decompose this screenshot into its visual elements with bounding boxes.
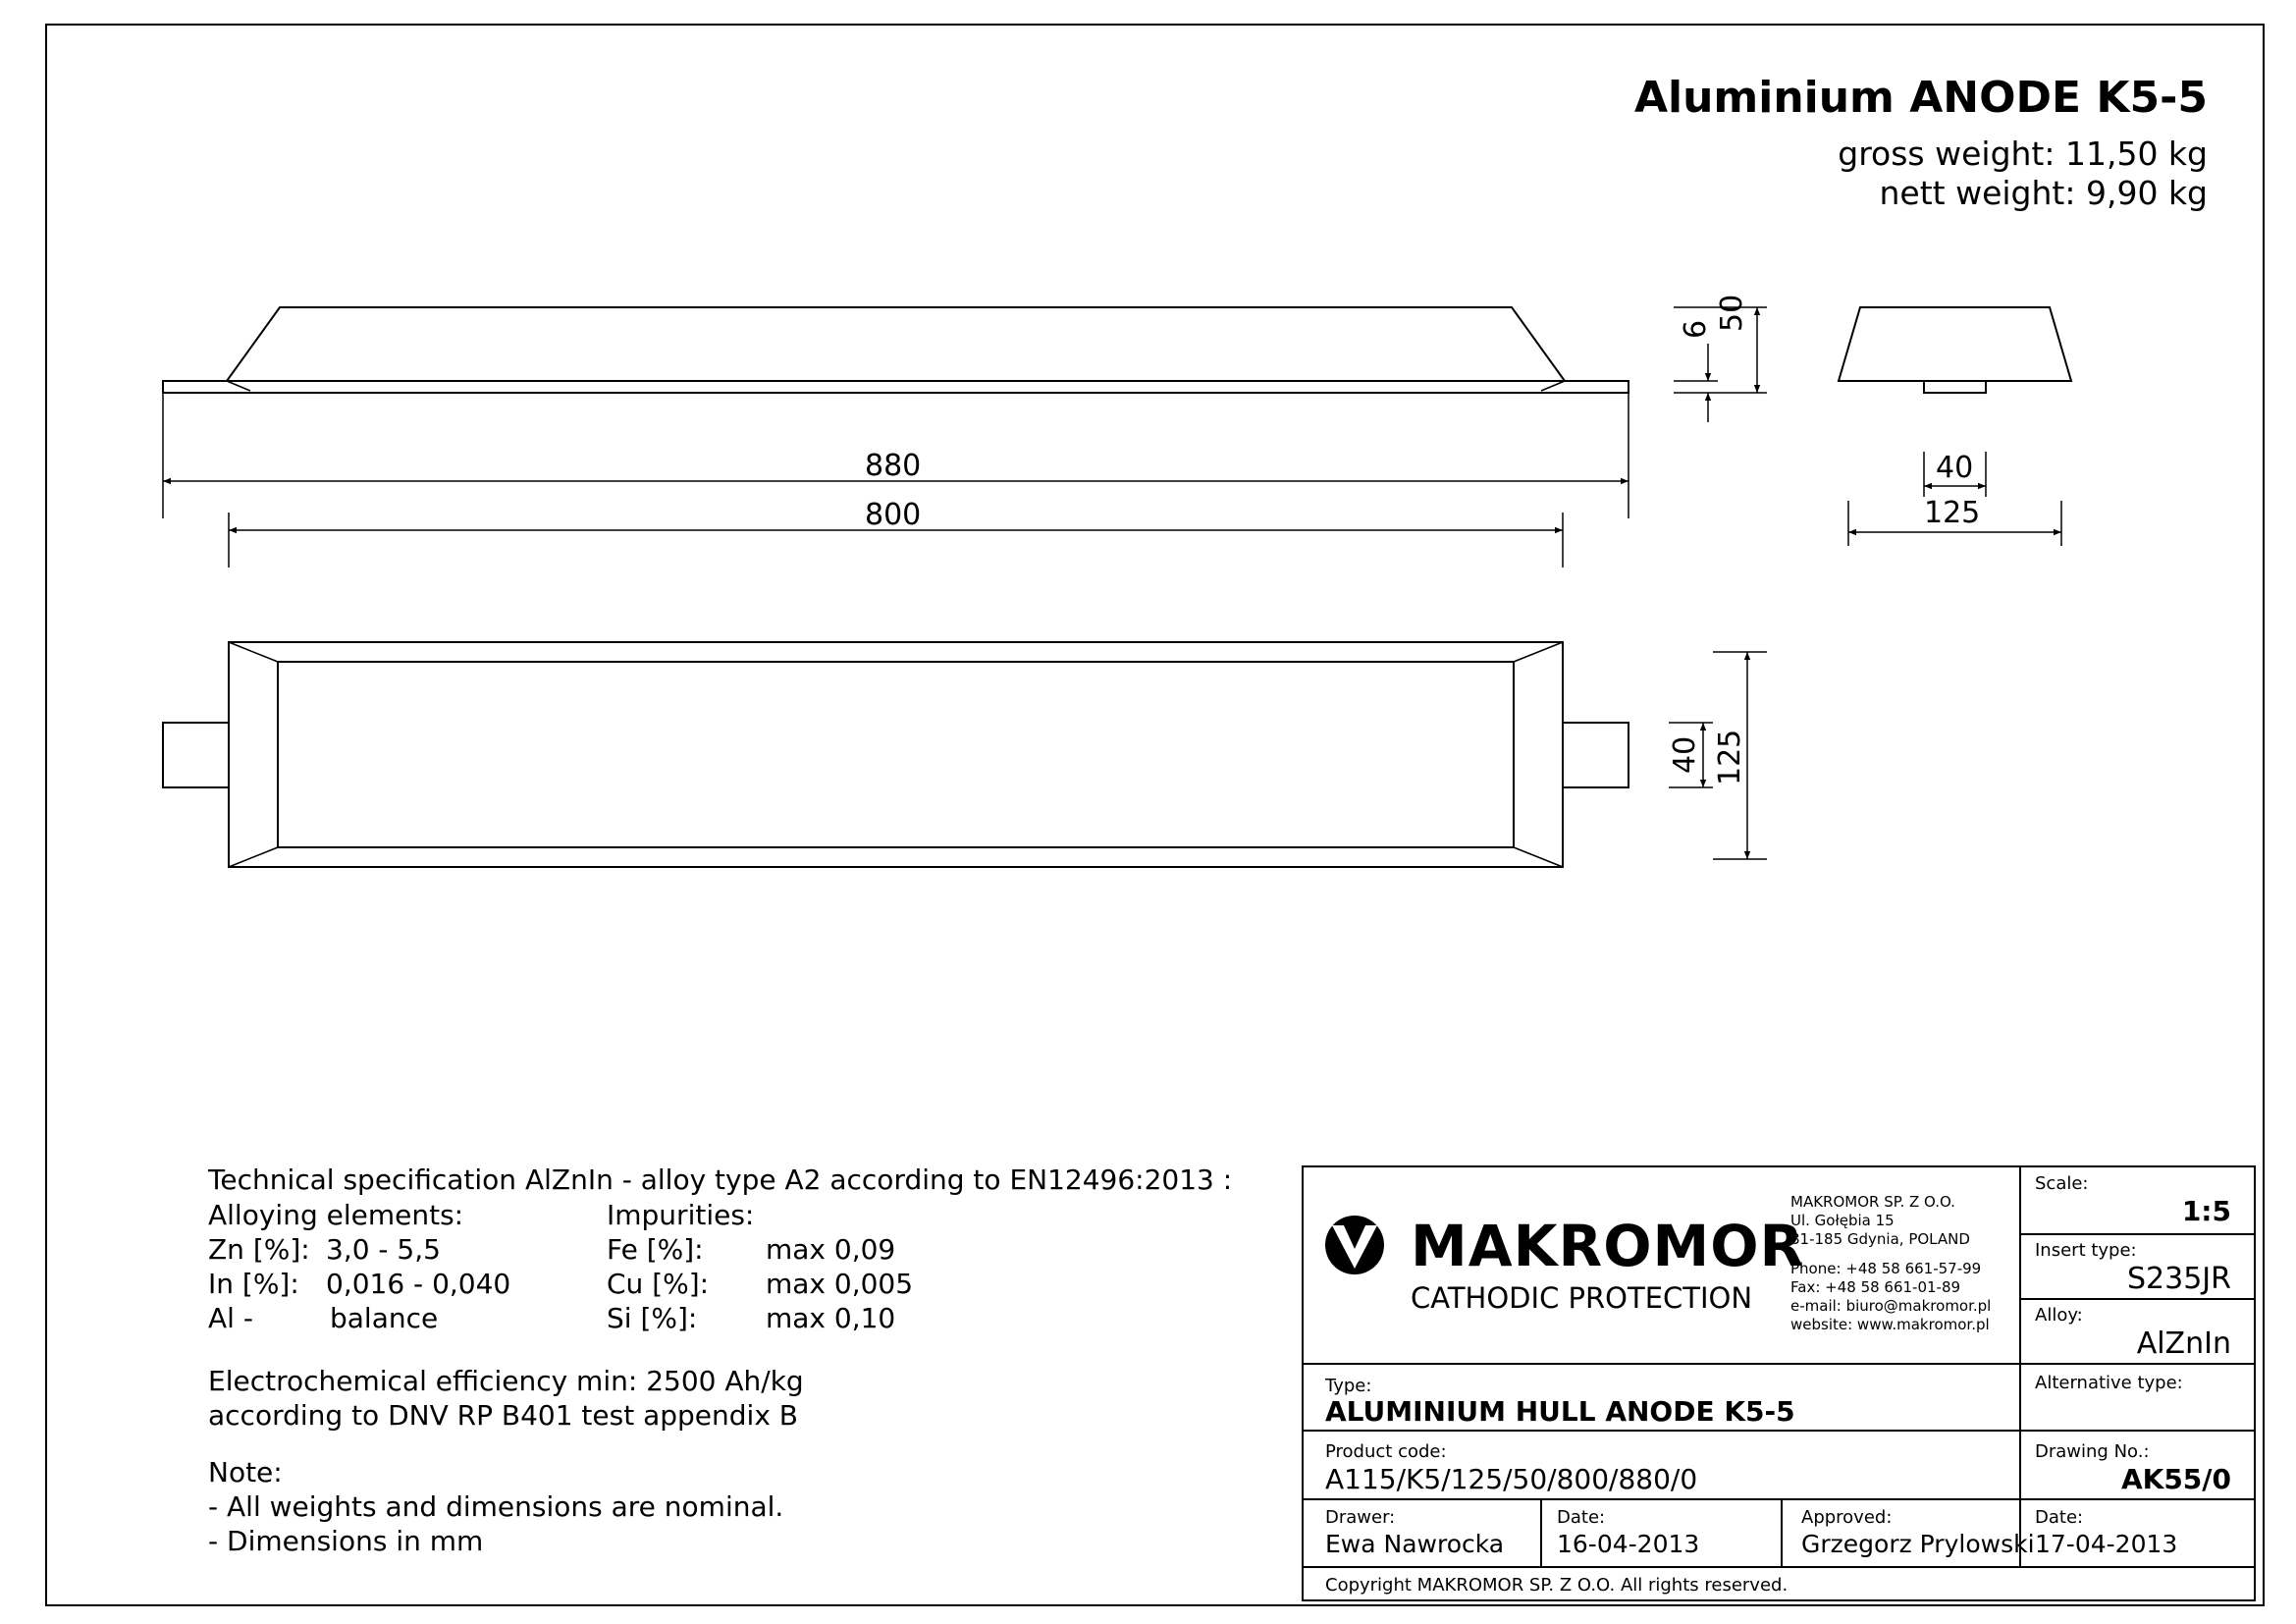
dim-width-top: 125 (1924, 496, 1981, 530)
dim-strap-width-top: 40 (1936, 451, 1974, 485)
product-code-value: A115/K5/125/50/800/880/0 (1325, 1463, 1698, 1495)
address-line (1790, 1248, 1991, 1260)
dim-body-length: 800 (865, 498, 922, 532)
drawer-label: Drawer: (1325, 1507, 1396, 1528)
date-drawn-value: 16-04-2013 (1557, 1530, 1700, 1558)
impurity-fe-value: max 0,09 (766, 1233, 896, 1266)
insert-type-value: S235JR (2127, 1262, 2231, 1296)
alloy-in-label: In [%]: (208, 1268, 299, 1300)
nett-weight: nett weight: 9,90 kg (1879, 174, 2208, 212)
date-drawn-label: Date: (1557, 1507, 1606, 1528)
address-line: Phone: +48 58 661-57-99 (1790, 1260, 1982, 1278)
efficiency-line-2: according to DNV RP B401 test appendix B (208, 1399, 799, 1432)
drawing-number-label: Drawing No.: (2035, 1441, 2150, 1462)
scale-label: Scale: (2035, 1173, 2089, 1194)
alloy-zn-label: Zn [%]: (208, 1233, 310, 1266)
type-value: ALUMINIUM HULL ANODE K5-5 (1325, 1395, 1795, 1428)
makromor-logo-icon (1325, 1216, 1384, 1274)
impurity-si-label: Si [%]: (607, 1302, 698, 1334)
note-heading: Note: (208, 1456, 283, 1489)
address-line: e-mail: biuro@makromor.pl (1790, 1296, 1992, 1315)
alloy-zn-value: 3,0 - 5,5 (326, 1233, 441, 1266)
approved-value: Grzegorz Prylowski (1801, 1530, 2035, 1558)
dim-side-width: 125 (1713, 729, 1747, 785)
address-line: 81-185 Gdynia, POLAND (1790, 1229, 1970, 1248)
alloy-al-value: balance (330, 1302, 439, 1334)
drawer-value: Ewa Nawrocka (1325, 1530, 1505, 1558)
scale-value: 1:5 (2181, 1195, 2231, 1227)
address-line: Fax: +48 58 661-01-89 (1790, 1278, 1961, 1296)
dim-height: 50 (1715, 294, 1749, 332)
copyright: Copyright MAKROMOR SP. Z O.O. All rights reserved. (1325, 1575, 1789, 1596)
efficiency-line-1: Electrochemical efficiency min: 2500 Ah/kg (208, 1365, 804, 1397)
impurities-heading: Impurities: (607, 1199, 755, 1231)
note-line-2: - Dimensions in mm (208, 1525, 484, 1557)
impurity-cu-label: Cu [%]: (607, 1268, 710, 1300)
insert-type-label: Insert type: (2035, 1240, 2137, 1261)
approved-label: Approved: (1801, 1507, 1893, 1528)
dim-strap-thickness: 6 (1679, 319, 1713, 339)
end-view (1839, 307, 2071, 393)
dim-overall-length: 880 (865, 449, 922, 483)
type-label: Type: (1325, 1376, 1372, 1396)
address-line: website: www.makromor.pl (1790, 1315, 1990, 1333)
note-line-1: - All weights and dimensions are nominal. (208, 1490, 784, 1523)
date-approved-value: 17-04-2013 (2035, 1530, 2178, 1558)
impurity-cu-value: max 0,005 (766, 1268, 914, 1300)
address-line: MAKROMOR SP. Z O.O. (1790, 1193, 1955, 1211)
address-line: Ul. Gołębia 15 (1790, 1211, 1895, 1229)
date-approved-label: Date: (2035, 1507, 2084, 1528)
alloy-in-value: 0,016 - 0,040 (326, 1268, 511, 1300)
company-logo-subtitle: CATHODIC PROTECTION (1411, 1281, 1753, 1315)
company-logo-name: MAKROMOR (1411, 1213, 1805, 1279)
impurity-fe-label: Fe [%]: (607, 1233, 704, 1266)
company-address (1790, 1193, 1991, 1333)
alloy-value: AlZnIn (2136, 1326, 2231, 1361)
gross-weight: gross weight: 11,50 kg (1838, 135, 2208, 173)
top-view (163, 642, 1629, 867)
impurity-si-value: max 0,10 (766, 1302, 896, 1334)
drawing-number-value: AK55/0 (2120, 1463, 2231, 1495)
spec-heading: Technical specification AlZnIn - alloy type A2 according to EN12496:2013 : (208, 1164, 1233, 1196)
drawing-title: Aluminium ANODE K5-5 (1633, 73, 2208, 123)
side-view (163, 307, 1629, 393)
alloying-heading: Alloying elements: (208, 1199, 464, 1231)
product-code-label: Product code: (1325, 1441, 1447, 1462)
alternative-type-label: Alternative type: (2035, 1373, 2183, 1393)
alloy-label: Alloy: (2035, 1305, 2083, 1326)
dim-side-strap: 40 (1668, 735, 1702, 774)
alloy-al-label: Al - (208, 1302, 253, 1334)
